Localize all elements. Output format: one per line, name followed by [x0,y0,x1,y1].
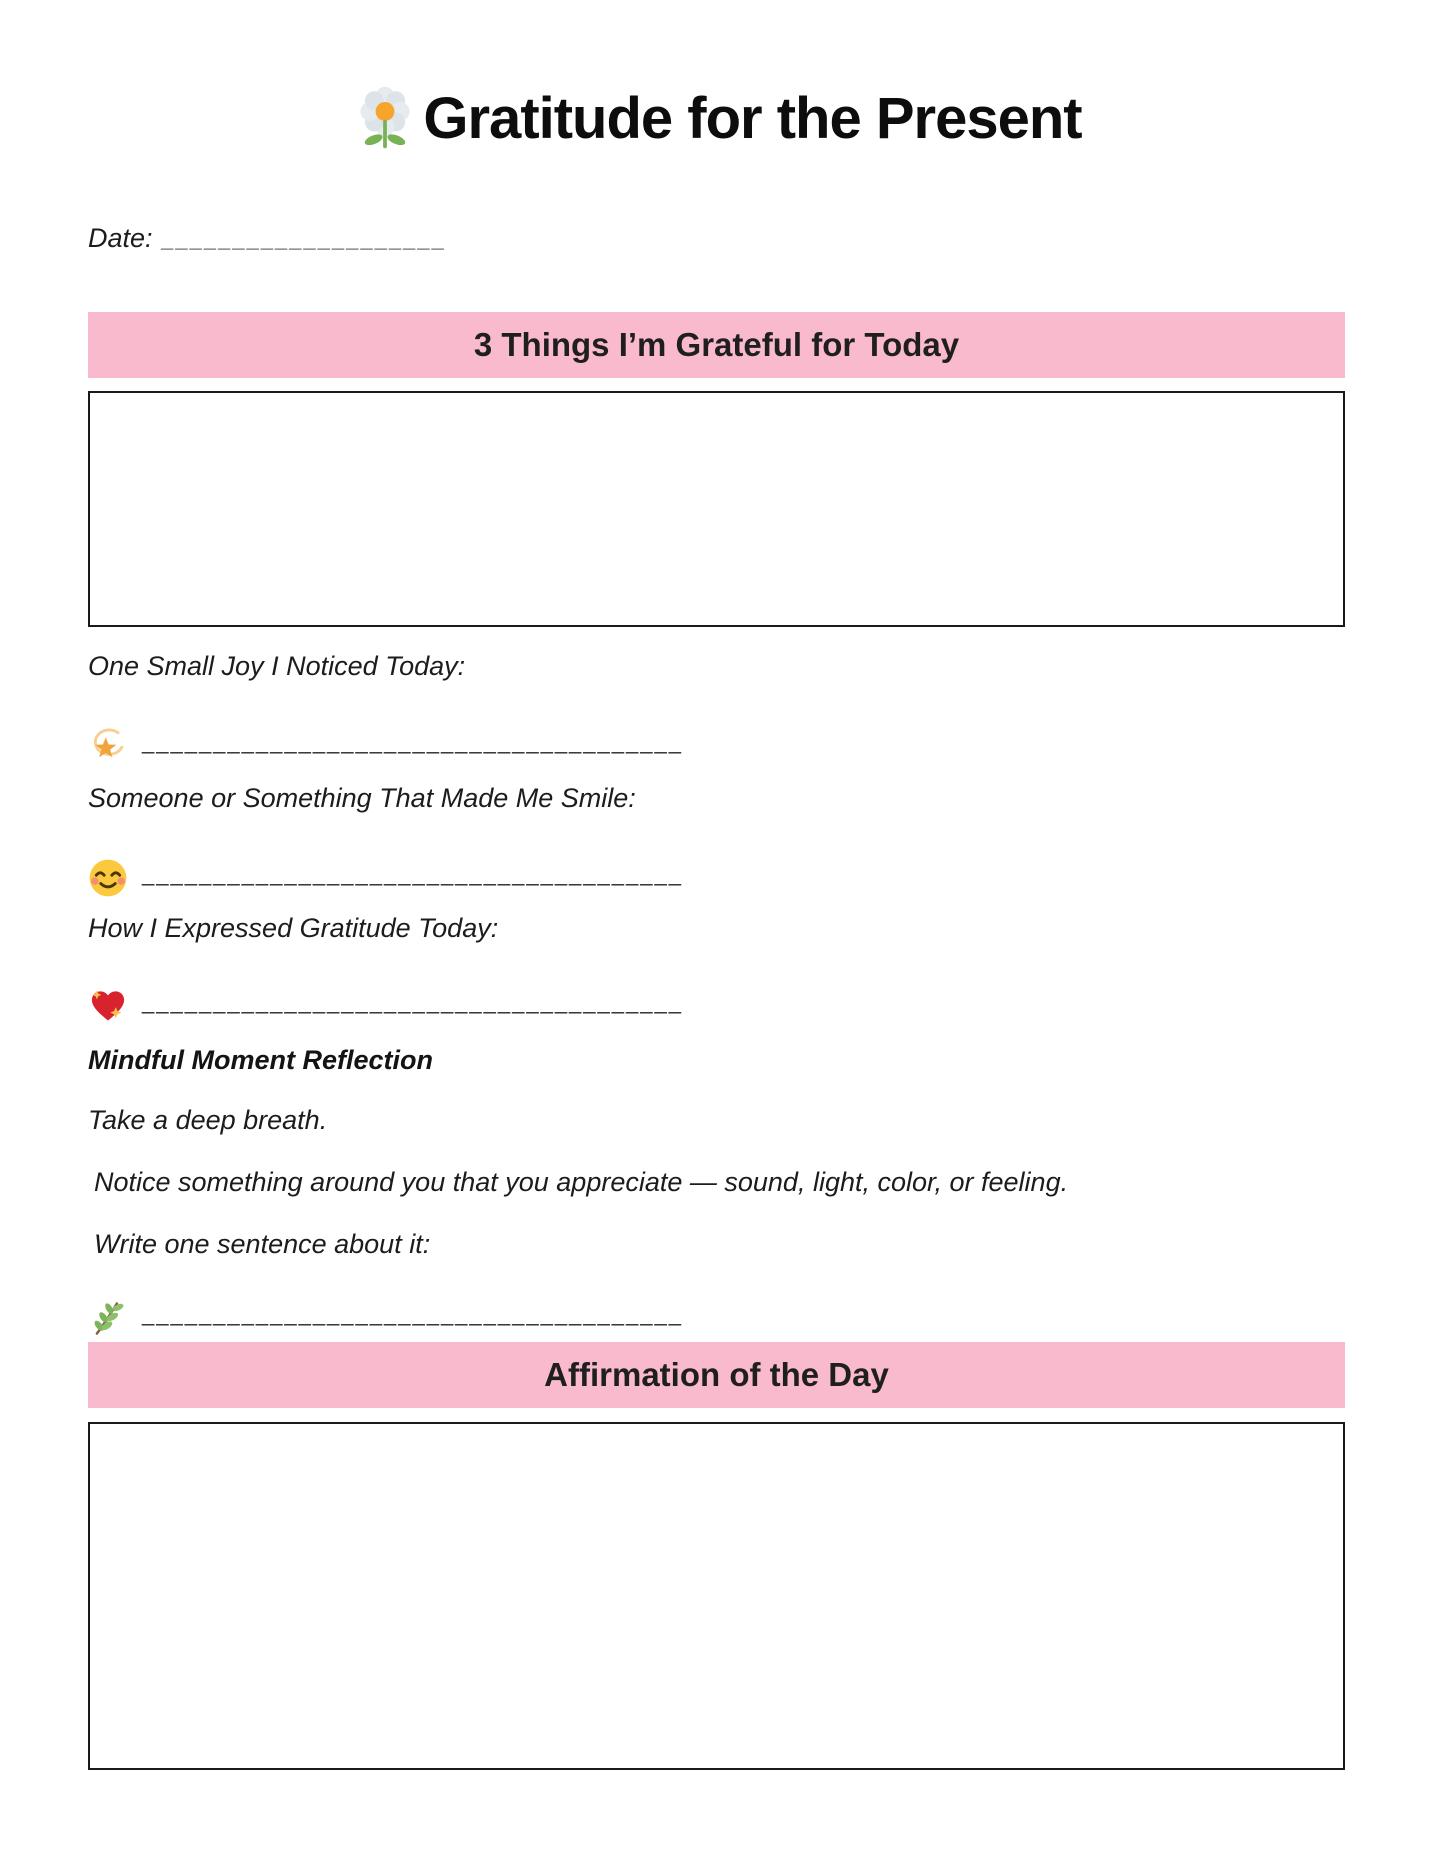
page-header [88,0,1345,154]
mindful-line-breath: Take a deep breath. [88,1105,328,1135]
section-header-gratitude-label: 3 Things I’m Grateful for Today [473,326,960,363]
sparkling-heart-icon [88,986,128,1026]
mindful-sentence-blank-line[interactable]: ______________________________________ [142,1301,683,1326]
mindful-sentence-row [88,1296,1345,1340]
mindful-line-notice: Notice something around you that you appreciate — sound, light, color, or feeling. [94,1167,1069,1197]
prompt-small-joy-row [88,724,1345,768]
affirmation-write-in-box[interactable] [88,1422,1345,1770]
prompt-made-me-smile-row [88,856,1345,900]
date-label: Date: [88,223,153,253]
prompt-expressed-gratitude-blank-line[interactable]: ______________________________________ [142,989,683,1014]
prompt-expressed-gratitude-label: How I Expressed Gratitude Today: [88,913,499,943]
prompt-small-joy-label: One Small Joy I Noticed Today: [88,651,466,681]
mindful-reflection-heading: Mindful Moment Reflection [88,1045,433,1075]
gratitude-write-in-box[interactable] [88,391,1345,627]
herb-icon [88,1298,128,1338]
prompt-small-joy-blank-line[interactable]: ______________________________________ [142,729,683,754]
prompt-made-me-smile-label: Someone or Something That Made Me Smile: [88,783,636,813]
date-row [88,220,1345,258]
prompt-expressed-gratitude-row [88,984,1345,1028]
section-header-affirmation-label: Affirmation of the Day [544,1356,889,1393]
section-header-gratitude [88,312,1345,378]
blossom-flower-icon [351,84,419,152]
smiling-face-icon [88,858,128,898]
dizzy-star-icon [88,726,128,766]
prompt-made-me-smile-blank-line[interactable]: ______________________________________ [142,861,683,886]
page-title: Gratitude for the Present [423,85,1082,151]
mindful-line-write: Write one sentence about it: [94,1229,431,1259]
section-header-affirmation [88,1342,1345,1408]
date-blank-line[interactable]: ____________________ [162,227,448,252]
